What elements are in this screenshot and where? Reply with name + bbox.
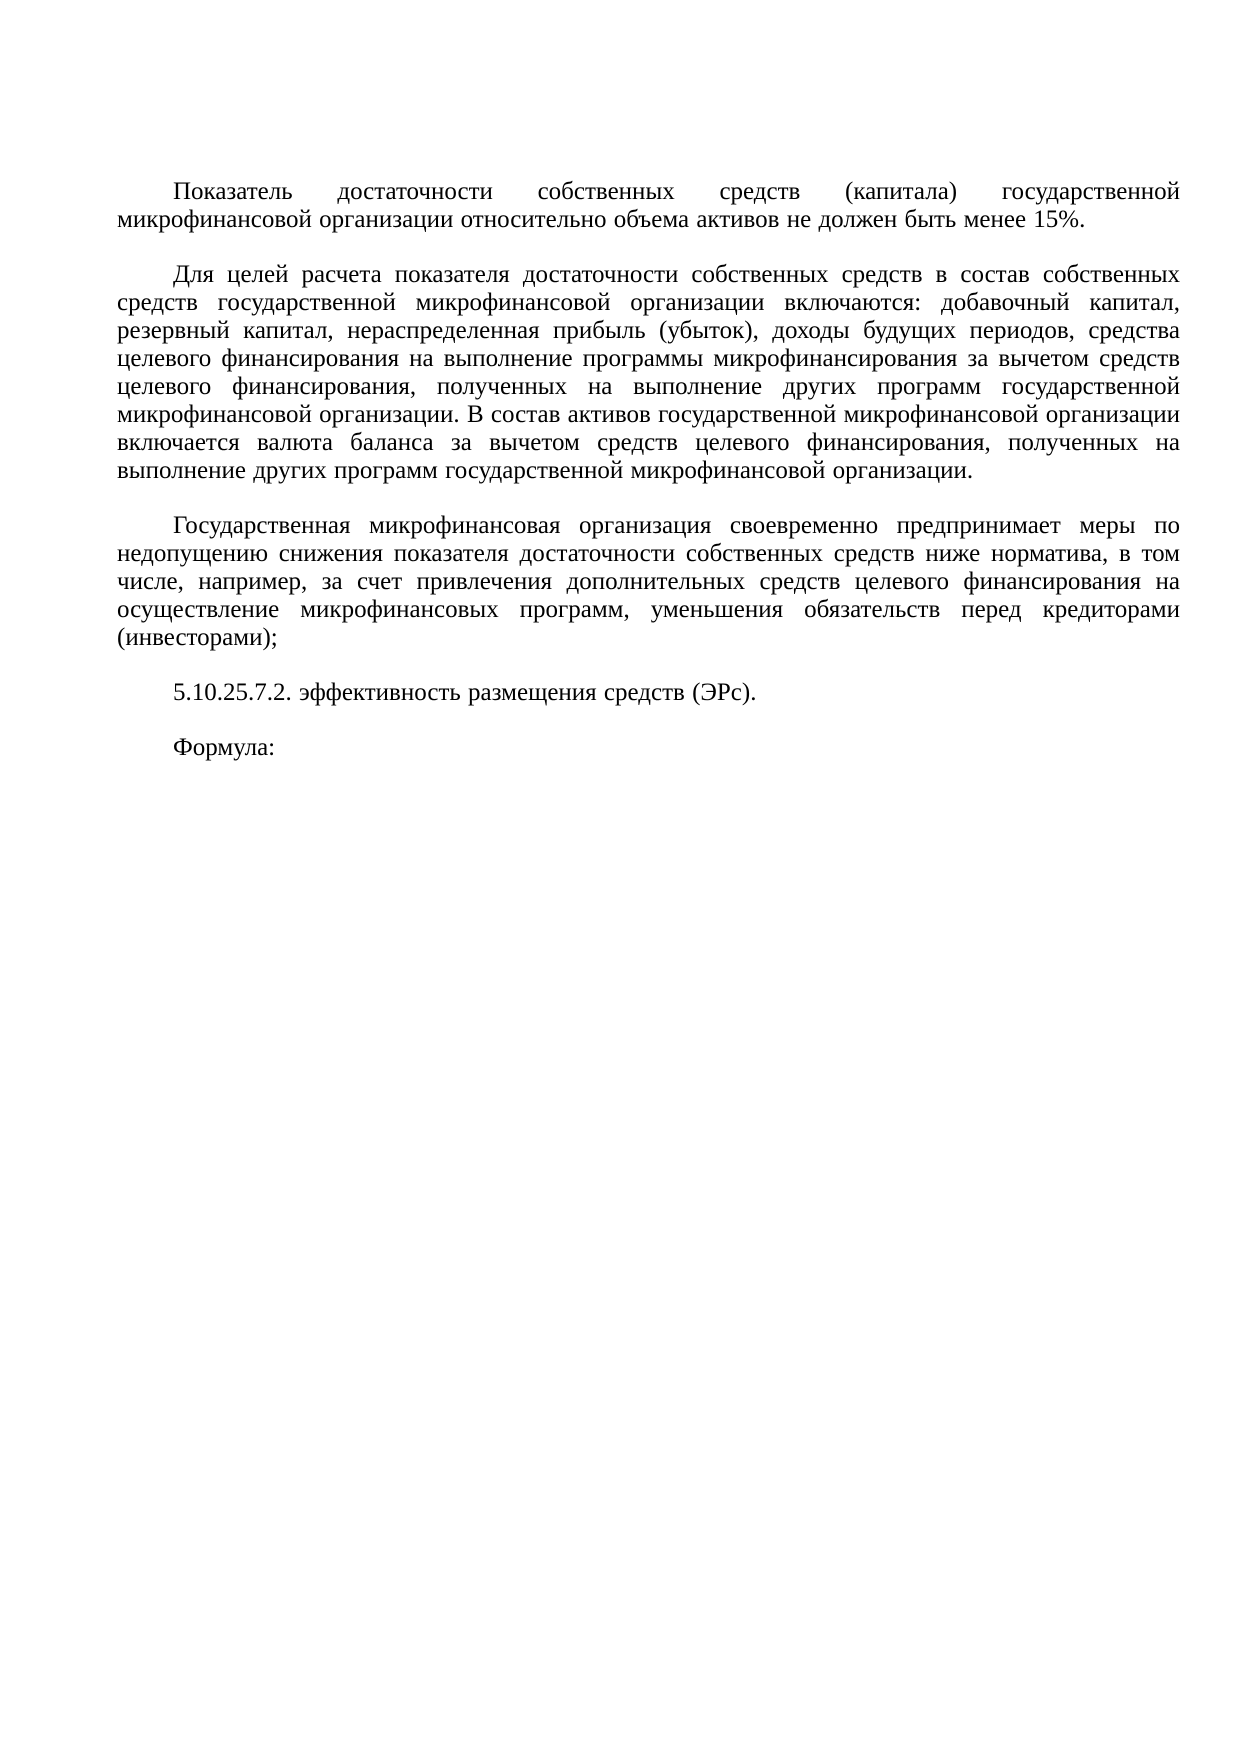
- paragraph-own-funds-composition: Для целей расчета показателя достаточности собственных средств в состав собственных средств государственной микрофинансовой организации включаются: добавочный капитал, резервный капитал, нераспределенная прибыль (убыток), доходы будущих периодов, средства целевого финансирования на выполнение программы микрофинансирования за вычетом средств целевого финансирования, полученных на выполнение других программ государственной микрофинансовой организации. В состав активов государственной микрофинансовой организации включается валюта баланса за вычетом средств целевого финансирования, полученных на выполнение других программ государственной микрофинансовой организации.: [117, 261, 1180, 484]
- formula-label: Формула:: [173, 734, 276, 761]
- paragraph-capital-adequacy-norm: Показатель достаточности собственных средств (капитала) государственной микрофинансовой организации относительно объема активов не должен быть менее 15%.: [117, 178, 1180, 233]
- paragraph-timely-measures: Государственная микрофинансовая организация своевременно предпринимает меры по недопущению снижения показателя достаточности собственных средств ниже норматива, в том числе, например, за счет привлечения дополнительных средств целевого финансирования на осуществление микрофинансовых программ, уменьшения обязательств перед кредиторами (инвесторами);: [117, 512, 1180, 651]
- section-item-5-10-25-7-2: 5.10.25.7.2. эффективность размещения средств (ЭРс).: [173, 679, 757, 706]
